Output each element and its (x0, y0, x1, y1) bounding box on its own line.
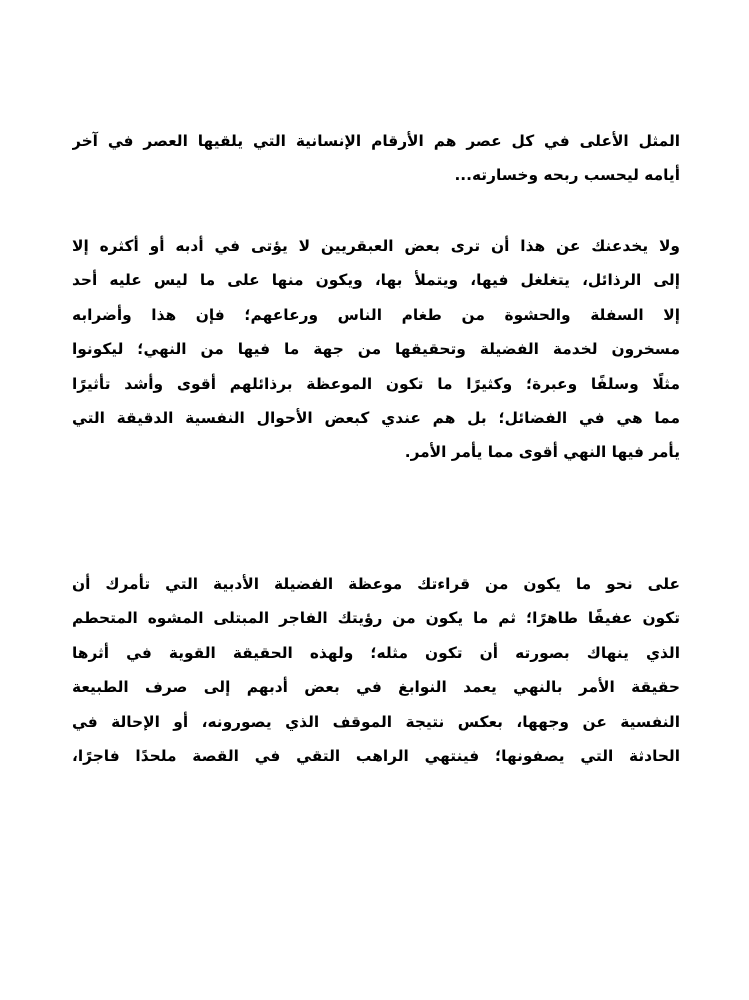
paragraph-3 (72, 567, 680, 773)
paragraph-line: مثلًا وسلفًا وعبرة؛ وكثيرًا ما تكون الموعظة برذائلهم أقوى وأشد تأثيرًا (72, 374, 680, 393)
paragraph-line: يأمر فيها النهي أقوى مما يأمر الأمر. (404, 443, 680, 462)
paragraph-line: الحادثة التي يصفونها؛ فينتهي الراهب التقي في القصة ملحدًا فاجرًا، (72, 746, 680, 765)
paragraph-line: المثل الأعلى في كل عصر هم الأرقام الإنسانية التي يلقيها العصر في آخر (72, 132, 680, 150)
paragraph-line: إلا السفلة والحشوة من طغام الناس ورعاعهم؛ فإن هذا وأضرابه (72, 305, 680, 324)
paragraph-line: ولا يخدعنك عن هذا أن ترى بعض العبقريين لا يؤتى في أدبه أو أكثره إلا (72, 237, 680, 255)
paragraph-line: مما هي في الفضائل؛ بل هم عندي كبعض الأحوال النفسية الدقيقة التي (72, 408, 680, 427)
paragraph-2 (72, 229, 680, 470)
paragraph-line: النفسية عن وجهها، بعكس نتيجة الموقف الذي يصورونه، أو الإحالة في (72, 712, 680, 731)
paragraph-line: على نحو ما يكون من قراءتك موعظة الفضيلة الأدبية التي تأمرك أن (72, 575, 680, 593)
paragraph-line: الذي ينهاك بصورته أن تكون مثله؛ ولهذه الحقيقة القوية في أثرها (72, 643, 680, 662)
paragraph-line: إلى الرذائل، يتغلغل فيها، ويتملأ بها، ويكون منها على ما ليس عليه أحد (72, 271, 680, 290)
paragraph-line: تكون عفيفًا طاهرًا؛ ثم ما يكون من رؤيتك الفاجر المبتلى المشوه المتحطم (72, 609, 680, 628)
paragraph-1 (72, 124, 680, 193)
paragraph-line: حقيقة الأمر بالنهي يعمد النوابغ في بعض أدبهم إلى صرف الطبيعة (72, 678, 680, 697)
paragraph-line: أيامه ليحسب ربحه وخسارته... (454, 166, 680, 185)
paragraph-line: مسخرون لخدمة الفضيلة وتحقيقها من جهة ما فيها من النهي؛ ليكونوا (72, 340, 680, 359)
